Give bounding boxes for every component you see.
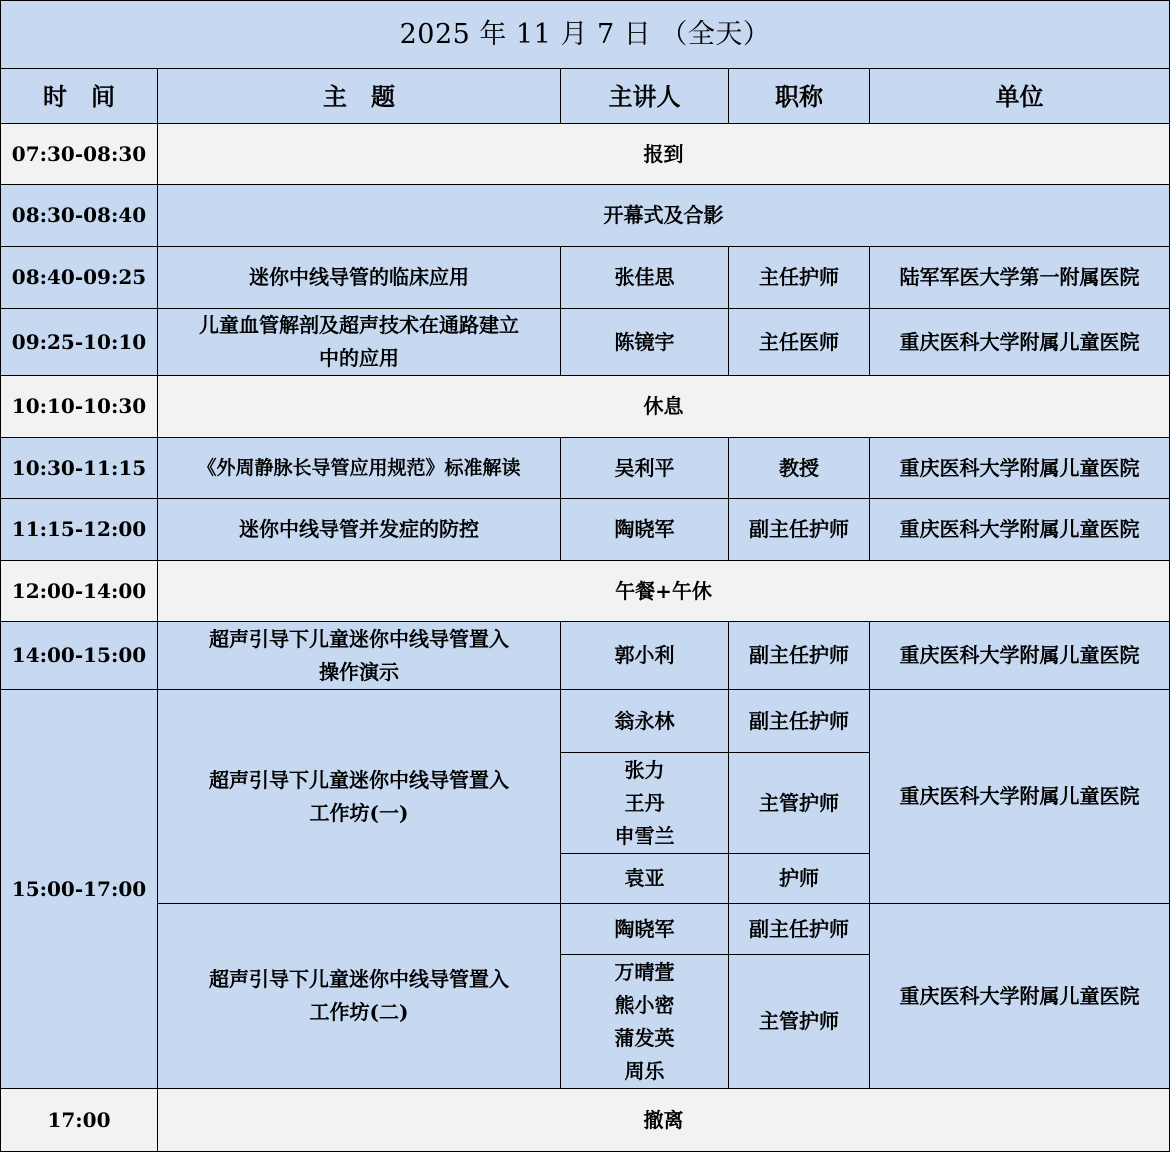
position-cell: 副主任护师 <box>729 499 870 561</box>
topic-cell: 《外周静脉长导管应用规范》标准解读 <box>158 438 561 499</box>
page-title: 2025 年 11 月 7 日 （全天） <box>1 1 1170 69</box>
position-cell: 主任护师 <box>729 247 870 309</box>
unit-cell: 陆军军医大学第一附属医院 <box>870 247 1170 309</box>
session-cell: 休息 <box>158 376 1170 438</box>
speaker-name: 张力 <box>624 757 665 782</box>
session-cell: 撤离 <box>158 1089 1170 1152</box>
speaker-cell: 陶晓军 <box>561 499 729 561</box>
table-row <box>1 904 1170 955</box>
time-cell: 07:30-08:30 <box>1 124 158 185</box>
table-row <box>1 124 1170 185</box>
topic-cell <box>158 309 561 376</box>
header-time: 时 间 <box>1 69 158 124</box>
topic-cell <box>158 622 561 690</box>
unit-cell: 重庆医科大学附属儿童医院 <box>870 438 1170 499</box>
time-cell: 17:00 <box>1 1089 158 1152</box>
speaker-cell: 吴利平 <box>561 438 729 499</box>
time-cell: 08:30-08:40 <box>1 185 158 247</box>
topic-line: 超声引导下儿童迷你中线导管置入 <box>209 967 509 991</box>
topic-line: 超声引导下儿童迷你中线导管置入 <box>209 626 509 651</box>
position-cell: 主管护师 <box>729 955 870 1089</box>
session-cell: 开幕式及合影 <box>158 185 1170 247</box>
speaker-cell: 翁永林 <box>561 690 729 753</box>
topic-line: 工作坊(一) <box>309 800 409 825</box>
speaker-cell: 袁亚 <box>561 854 729 904</box>
table-row <box>1 561 1170 622</box>
position-cell: 主管护师 <box>729 753 870 854</box>
unit-cell: 重庆医科大学附属儿童医院 <box>870 690 1170 904</box>
time-cell: 10:30-11:15 <box>1 438 158 499</box>
position-cell: 教授 <box>729 438 870 499</box>
unit-cell: 重庆医科大学附属儿童医院 <box>870 622 1170 690</box>
time-cell: 08:40-09:25 <box>1 247 158 309</box>
header-unit: 单位 <box>870 69 1170 124</box>
table-row <box>1 499 1170 561</box>
topic-line: 工作坊(二) <box>309 1000 409 1024</box>
time-cell: 12:00-14:00 <box>1 561 158 622</box>
position-cell: 副主任护师 <box>729 690 870 753</box>
table-row <box>1 376 1170 438</box>
time-cell: 11:15-12:00 <box>1 499 158 561</box>
position-cell: 副主任护师 <box>729 904 870 955</box>
unit-cell: 重庆医科大学附属儿童医院 <box>870 904 1170 1089</box>
header-position: 职称 <box>729 69 870 124</box>
position-cell: 主任医师 <box>729 309 870 376</box>
table-row <box>1 309 1170 376</box>
table-row <box>1 1089 1170 1152</box>
speaker-name: 蒲发英 <box>614 1025 675 1050</box>
table-row <box>1 247 1170 309</box>
table-row <box>1 438 1170 499</box>
topic-line: 中的应用 <box>319 346 399 370</box>
time-cell: 15:00-17:00 <box>1 690 158 1089</box>
speaker-name: 熊小密 <box>614 992 675 1017</box>
header-speaker: 主讲人 <box>561 69 729 124</box>
speaker-name: 王丹 <box>624 790 665 815</box>
time-cell: 09:25-10:10 <box>1 309 158 376</box>
topic-line: 超声引导下儿童迷你中线导管置入 <box>209 767 509 792</box>
session-cell: 报到 <box>158 124 1170 185</box>
topic-cell: 迷你中线导管并发症的防控 <box>158 499 561 561</box>
speaker-cell: 张佳思 <box>561 247 729 309</box>
speaker-cell <box>561 955 729 1089</box>
session-cell: 午餐+午休 <box>158 561 1170 622</box>
speaker-cell: 郭小利 <box>561 622 729 690</box>
position-cell: 护师 <box>729 854 870 904</box>
time-cell: 14:00-15:00 <box>1 622 158 690</box>
time-cell: 10:10-10:30 <box>1 376 158 438</box>
speaker-name: 万晴萱 <box>614 959 675 984</box>
speaker-cell: 陶晓军 <box>561 904 729 955</box>
table-row <box>1 622 1170 690</box>
position-cell: 副主任护师 <box>729 622 870 690</box>
topic-line: 儿童血管解剖及超声技术在通路建立 <box>199 313 519 337</box>
topic-line: 操作演示 <box>319 659 399 684</box>
topic-cell: 迷你中线导管的临床应用 <box>158 247 561 309</box>
table-row <box>1 690 1170 753</box>
speaker-name: 申雪兰 <box>614 823 675 848</box>
header-topic: 主 题 <box>158 69 561 124</box>
unit-cell: 重庆医科大学附属儿童医院 <box>870 499 1170 561</box>
table-row <box>1 185 1170 247</box>
unit-cell: 重庆医科大学附属儿童医院 <box>870 309 1170 376</box>
speaker-cell <box>561 753 729 854</box>
speaker-name: 周乐 <box>624 1058 665 1083</box>
topic-cell <box>158 690 561 904</box>
topic-cell <box>158 904 561 1089</box>
speaker-cell: 陈镜宇 <box>561 309 729 376</box>
